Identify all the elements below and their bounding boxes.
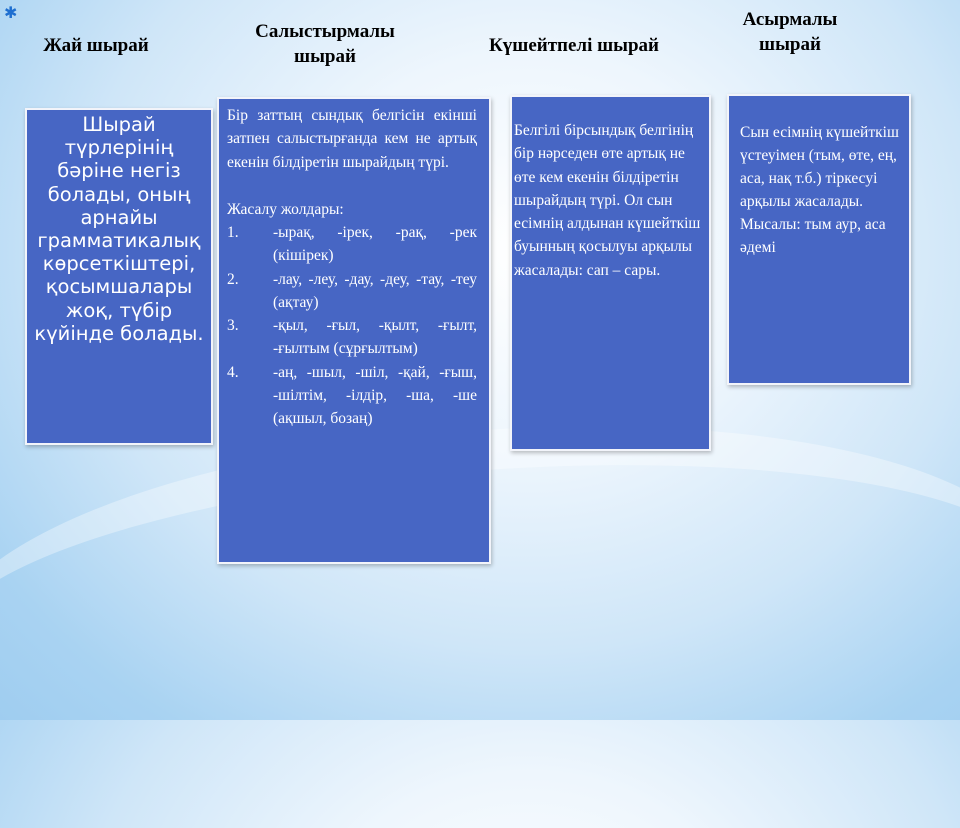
card-superlative-degree xyxy=(727,94,911,385)
card-intensive-text: Белгілі бірсындық белгінің бір нәрседен өте артық не өте кем екенін білдіретін шырайдың түрі. Ол сын есімнің алдынан күшейткіш буынның қосылуы арқылы жасалады: сап – сары. xyxy=(514,122,701,279)
sparkle-icon: ✱ xyxy=(4,3,18,22)
list-item: 4. -аң, -шыл, -шіл, -қай, -ғыш, -шілтім, -ілдір, -ша, -ше (ақшыл, бозаң) xyxy=(227,363,477,427)
heading-simple: Жай шырай xyxy=(43,35,149,56)
card-comparative-degree xyxy=(217,97,491,564)
list-item: 2. -лау, -леу, -дау, -деу, -тау, -теу (ақтау) xyxy=(227,270,477,311)
card-comparative-ways-title: Жасалу жолдары: xyxy=(227,200,344,218)
card-intensive-degree xyxy=(510,95,711,451)
list-item: 1. -ырақ, -ірек, -рақ, -рек (кішірек) xyxy=(227,224,477,265)
heading-intensive: Күшейтпелі шырай xyxy=(489,35,659,56)
card-simple-degree xyxy=(25,108,213,445)
card-comparative-intro: Бір заттың сындық белгісін екінші затпен салыстырғанда кем не артық екенін білдіретін шырайдың түрі. xyxy=(227,107,477,171)
heading-superlative: Асырмалы шырай xyxy=(742,9,838,55)
list-item: 3. -қыл, -ғыл, -қылт, -ғылт, -ғылтым (сұрғылтым) xyxy=(227,317,477,358)
heading-comparative: Салыстырмалы шырай xyxy=(255,21,395,67)
card-simple-text: Шырай түрлерінің бәріне негіз болады, оның арнайы грамматикалық көрсеткіштері, қосымшалары жоқ, түбір күйінде болады. xyxy=(34,113,204,345)
card-superlative-text: Сын есімнің күшейткіш үстеуімен (тым, өте, ең, аса, нақ т.б.) тіркесуі арқылы жасалады. Мысалы: тым аур, аса әдемі xyxy=(740,124,899,256)
formation-ways-list xyxy=(227,221,477,430)
